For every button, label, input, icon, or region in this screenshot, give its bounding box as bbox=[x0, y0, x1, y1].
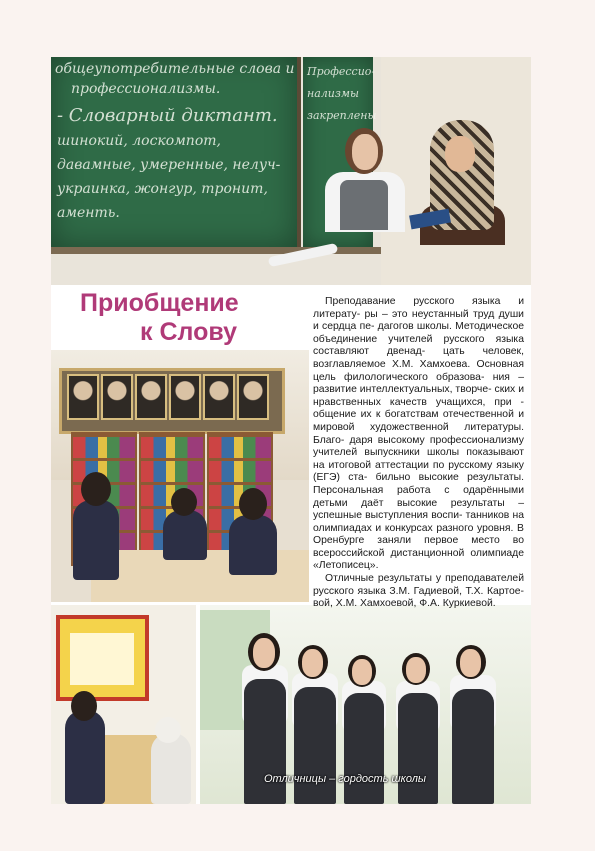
board-line-2: профессионализмы. bbox=[71, 81, 221, 97]
student bbox=[229, 515, 277, 575]
portrait bbox=[101, 374, 133, 420]
board-line-1: общеупотребительные слова и bbox=[55, 61, 295, 77]
girl-face bbox=[352, 659, 372, 685]
article-paragraph: Отличные результаты у преподавателей русского языка З.М. Гадиевой, Т.Х. Картое- вой, Х.М. Хамхоевой, Ф.А. Куркиевой. bbox=[313, 573, 524, 610]
board-line-7: аменть. bbox=[57, 205, 120, 221]
board-line-3: - Словарный диктант. bbox=[57, 105, 278, 126]
poster-text-area bbox=[70, 633, 134, 685]
student bbox=[163, 510, 207, 560]
portrait bbox=[135, 374, 167, 420]
student bbox=[73, 500, 119, 580]
girl-face bbox=[460, 649, 481, 677]
girl-uniform bbox=[398, 693, 438, 804]
portrait bbox=[67, 374, 99, 420]
board-right-line-1: Профессио- bbox=[307, 65, 376, 78]
library-photo bbox=[51, 350, 309, 602]
board-right-line-3: закреплены bbox=[307, 109, 377, 122]
article-heading bbox=[80, 289, 285, 351]
board-line-5: давамные, умеренные, нелуч- bbox=[57, 157, 281, 173]
article-paragraph: Преподавание русского языка и литерату- ры – это неустанный труд души и сердца пе- дагогов школы. Методическое объединение учителей русского языка составляют двенад- цать человек, возглавляемое Х.М. Хамхоева. Основная цель филологического образова- ния – развитие интеллектуальных, творче- ских и нравственных качеств учащихся, при - общение их к богатствам отечественной и мировой художественной литературы. Благо- даря высокому профессионализму учителей выпускники школы показывают на итоговой аттестации по русскому языку (ЕГЭ) ста- бильно высокие результаты. Персональная работа с одарёнными детьми даёт высокие результаты – успешные выступления воспи- танников на олимпиадах и конкурсах разного уровня. В Оренбурге заняли первое место во всероссийской дистанционной олимпиаде «Летописец». bbox=[313, 296, 524, 572]
portrait bbox=[203, 374, 235, 420]
article-body bbox=[313, 296, 524, 611]
student-vest bbox=[340, 180, 388, 230]
student-head bbox=[171, 488, 197, 516]
portrait bbox=[237, 374, 269, 420]
girl-uniform bbox=[244, 679, 286, 804]
student-face bbox=[352, 134, 378, 170]
teacher bbox=[151, 733, 191, 804]
girl-uniform bbox=[344, 693, 384, 804]
heading-line-1: Приобщение bbox=[80, 289, 239, 317]
board-line-4: шинокий, лоскомпот, bbox=[57, 133, 221, 149]
classroom-desk-photo bbox=[51, 605, 196, 804]
student bbox=[65, 710, 105, 804]
photo-caption: Отличницы – гордость школы bbox=[264, 773, 427, 785]
portrait bbox=[169, 374, 201, 420]
board-right-line-2: нализмы bbox=[307, 87, 359, 100]
student-head bbox=[239, 488, 267, 520]
girl-face bbox=[302, 649, 323, 677]
teacher-face bbox=[445, 136, 475, 172]
girl-uniform bbox=[452, 689, 494, 804]
chalkboard-left bbox=[51, 57, 301, 247]
teacher-head bbox=[155, 717, 181, 743]
rules-poster bbox=[56, 615, 149, 701]
girl-uniform bbox=[294, 687, 336, 804]
board-line-6: украинка, жонгур, тронит, bbox=[57, 181, 268, 197]
heading-line-2: к Слову bbox=[140, 318, 237, 346]
student-head bbox=[71, 691, 97, 721]
girl-face bbox=[253, 638, 275, 668]
student-head bbox=[81, 472, 111, 506]
girl-face bbox=[406, 657, 426, 683]
